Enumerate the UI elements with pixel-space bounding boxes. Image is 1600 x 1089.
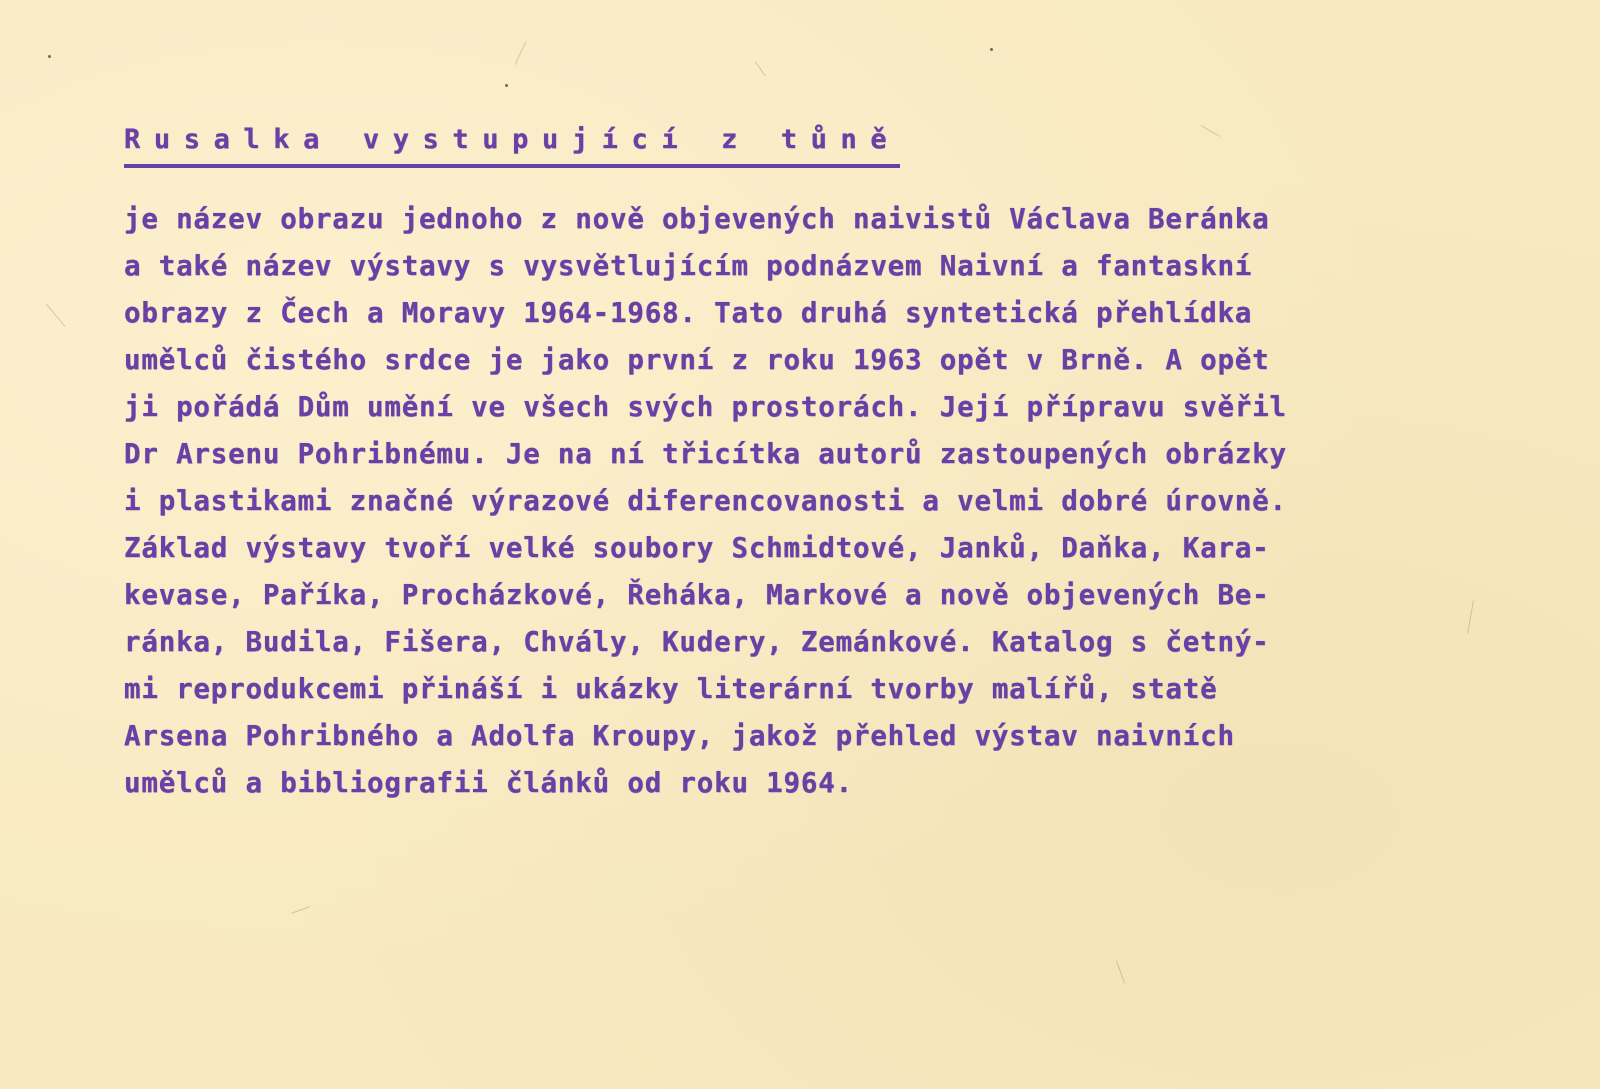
paper-fiber — [515, 41, 527, 65]
paper-speck — [505, 84, 508, 87]
text-line: je název obrazu jednoho z nově objevených naivistů Václava Beránka — [124, 203, 1270, 235]
text-line: Arsena Pohribného a Adolfa Kroupy, jakož přehled výstav naivních — [124, 720, 1235, 752]
text-line: i plastikami značné výrazové diferencovanosti a velmi dobré úrovně. — [124, 485, 1287, 517]
text-line: mi reprodukcemi přináší i ukázky literární tvorby malířů, statě — [124, 673, 1218, 705]
text-line: ji pořádá Dům umění ve všech svých prostorách. Její přípravu svěřil — [124, 391, 1287, 423]
text-line: kevase, Paříka, Procházkové, Řeháka, Markové a nově objevených Be- — [124, 579, 1270, 611]
text-line: umělců a bibliografii článků od roku 1964. — [124, 767, 853, 799]
paper-fiber — [291, 906, 310, 914]
paper-fiber — [1467, 600, 1474, 634]
document-title: Rusalka vystupující z tůně — [124, 120, 900, 168]
paper-speck — [990, 48, 993, 51]
paper-fiber — [1201, 125, 1221, 137]
paper-speck — [48, 55, 51, 58]
text-line: a také název výstavy s vysvětlujícím podnázvem Naivní a fantaskní — [124, 250, 1253, 282]
text-line: Základ výstavy tvoří velké soubory Schmidtové, Janků, Daňka, Kara- — [124, 532, 1270, 564]
paper-fiber — [755, 61, 766, 76]
text-line: obrazy z Čech a Moravy 1964-1968. Tato druhá syntetická přehlídka — [124, 297, 1253, 329]
paper-fiber — [45, 303, 65, 327]
paper-fiber — [1116, 961, 1125, 984]
text-line: umělců čistého srdce je jako první z roku 1963 opět v Brně. A opět — [124, 344, 1270, 376]
text-line: ránka, Budila, Fišera, Chvály, Kudery, Zemánkové. Katalog s četný- — [124, 626, 1270, 658]
text-line: Dr Arsenu Pohribnému. Je na ní třicítka autorů zastoupených obrázky — [124, 438, 1287, 470]
document-body — [124, 196, 1287, 807]
